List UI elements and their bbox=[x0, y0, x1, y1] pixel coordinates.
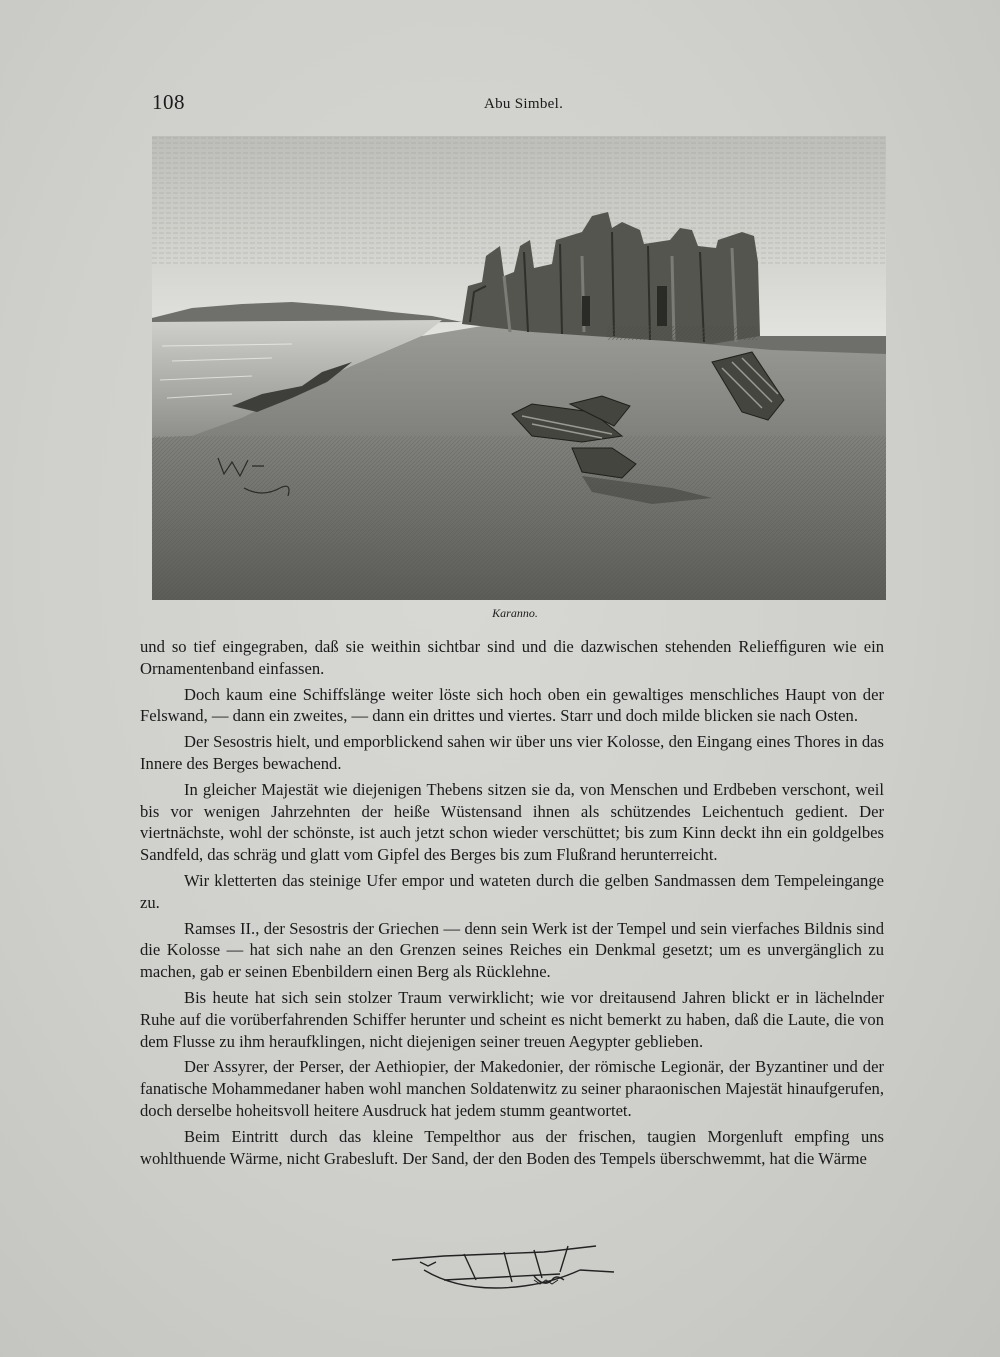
boat-ornament-icon bbox=[384, 1236, 624, 1316]
engraving-illustration bbox=[152, 136, 886, 600]
paragraph: Wir kletterten das steinige Ufer empor und wateten durch die gelben Sandmassen dem Tempeleingange zu. bbox=[140, 870, 884, 912]
paragraph: In gleicher Majestät wie diejenigen Thebens sitzen sie da, von Menschen und Erdbeben verschont, weil bis vor wenigen Jahrzehnten der heiße Wüstensand ihnen als schützendes Leichentuch gedient. Der viertnächste, wohl der schönste, ist auch jetzt schon wieder verschüttet; bis zum Kinn deckt ihn ein goldgelbes Sandfeld, das schräg und glatt vom Gipfel des Berges bis zum Flußrand herunterreicht. bbox=[140, 779, 884, 865]
running-title: Abu Simbel. bbox=[484, 96, 564, 112]
paragraph: Doch kaum eine Schiffslänge weiter löste sich hoch oben ein gewaltiges menschliches Haupt von der Felswand, — dann ein zweites, — dann ein drittes und viertes. Starr und doch milde blicken sie nach Osten. bbox=[140, 684, 884, 726]
paragraph: und so tief eingegraben, daß sie weithin sichtbar sind und die dazwischen stehenden Reliefﬁguren wie ein Ornamentenband einfassen. bbox=[140, 637, 884, 678]
page-number: 108 bbox=[152, 90, 185, 114]
paragraph: Beim Eintritt durch das kleine Tempelthor aus der frischen, taugien Morgenluft empfing uns wohlthuende Wärme, nicht Grabesluft. Der Sand, der den Boden des Tempels überschwemmt, hat die Wärme bbox=[140, 1126, 884, 1168]
figure-caption: Karanno. bbox=[492, 606, 538, 620]
paragraph: Bis heute hat sich sein stolzer Traum verwirklicht; wie vor dreitausend Jahren blickt er in lächelnder Ruhe auf die vorüberfahrenden Schiffer herunter und scheint es nicht bemerkt zu haben, daß die Laute, die von dem Flusse zu ihm heraufklingen, nicht diejenigen seiner treuen Aegypter geblieben. bbox=[140, 987, 884, 1051]
paragraph: Ramses II., der Sesostris der Griechen — denn sein Werk ist der Tempel und sein vierfaches Bildnis sind die Kolosse — hat sich nahe an den Grenzen seines Reiches ein Denkmal gesetzt; um es unvergänglich zu machen, gab er seinen Ebenbildern einen Berg als Rücklehne. bbox=[140, 918, 884, 982]
body-text bbox=[140, 636, 884, 1173]
ruins-landscape-engraving bbox=[152, 136, 886, 600]
paragraph: Der Assyrer, der Perser, der Aethiopier, der Makedonier, der römische Legionär, der Byzantiner und der fanatische Mohammedaner haben wohl manchen Soldatenwitz zu seiner pharaonischen Majestät hinaufgerufen, doch derselbe hoheitsvoll heitere Ausdruck hat jedem stumm geantwortet. bbox=[140, 1057, 884, 1120]
paragraph: Der Sesostris hielt, und emporblickend sahen wir über uns vier Kolosse, den Eingang eines Thores in das Innere des Berges bewachend. bbox=[140, 732, 884, 773]
boat-vignette-ornament bbox=[384, 1236, 624, 1316]
